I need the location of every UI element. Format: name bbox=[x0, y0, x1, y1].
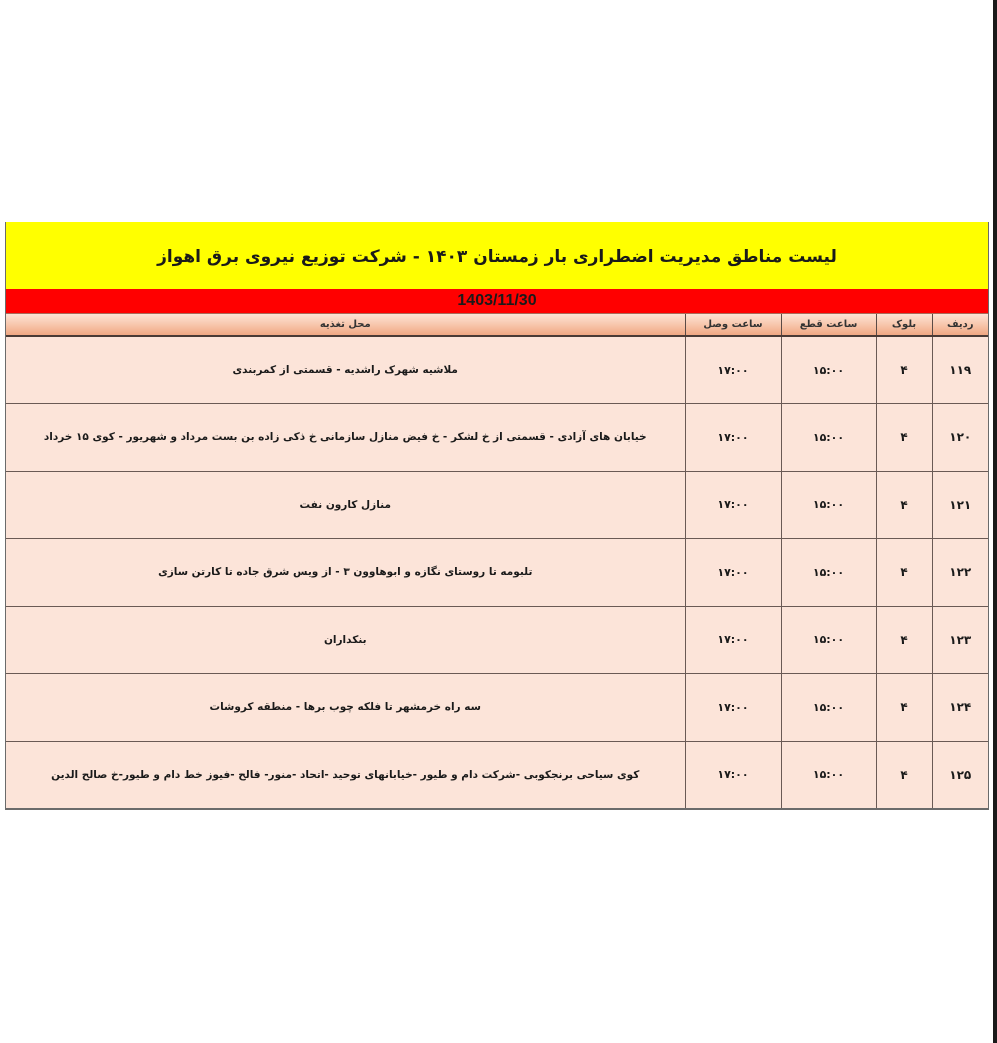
schedule-date: 1403/11/30 bbox=[6, 289, 988, 314]
table-row bbox=[6, 674, 988, 742]
cell-row-no: ۱۱۹ bbox=[932, 336, 988, 404]
table-row bbox=[6, 606, 988, 674]
cell-row-no: ۱۲۱ bbox=[932, 471, 988, 539]
cell-cut-time: ۱۵:۰۰ bbox=[781, 539, 876, 607]
header-location: محل تغذیه bbox=[6, 314, 685, 336]
cell-location: بنکداران bbox=[6, 606, 685, 674]
cell-block: ۴ bbox=[876, 674, 932, 742]
cell-row-no: ۱۲۳ bbox=[932, 606, 988, 674]
cell-location: سه راه خرمشهر تا فلکه چوب برها - منطقه کروشات bbox=[6, 674, 685, 742]
cell-row-no: ۱۲۵ bbox=[932, 741, 988, 809]
cell-row-no: ۱۲۴ bbox=[932, 674, 988, 742]
header-block: بلوک bbox=[876, 314, 932, 336]
table-row bbox=[6, 741, 988, 809]
outage-schedule-sheet bbox=[5, 222, 989, 810]
cell-cut-time: ۱۵:۰۰ bbox=[781, 404, 876, 472]
cell-cut-time: ۱۵:۰۰ bbox=[781, 336, 876, 404]
cell-reconnect-time: ۱۷:۰۰ bbox=[685, 741, 781, 809]
cell-cut-time: ۱۵:۰۰ bbox=[781, 741, 876, 809]
cell-location: ملاشیه شهرک راشدیه - قسمتی از کمربندی bbox=[6, 336, 685, 404]
cell-reconnect-time: ۱۷:۰۰ bbox=[685, 471, 781, 539]
cell-block: ۴ bbox=[876, 741, 932, 809]
table-header-row bbox=[6, 314, 988, 336]
cell-reconnect-time: ۱۷:۰۰ bbox=[685, 539, 781, 607]
cell-block: ۴ bbox=[876, 471, 932, 539]
cell-location: کوی سیاحی برنجکوبی -شرکت دام و طیور -خیابانهای توحید -اتحاد -منور- فالح -فیوز خط دام و طیور-خ صالح الدین bbox=[6, 741, 685, 809]
cell-block: ۴ bbox=[876, 404, 932, 472]
cell-reconnect-time: ۱۷:۰۰ bbox=[685, 404, 781, 472]
cell-location: تلبومه تا روستای نگازه و ابوهاوون ۳ - از ویس شرق جاده تا کارتن سازی bbox=[6, 539, 685, 607]
cell-block: ۴ bbox=[876, 539, 932, 607]
cell-block: ۴ bbox=[876, 606, 932, 674]
header-cut-time: ساعت قطع bbox=[781, 314, 876, 336]
header-reconnect-time: ساعت وصل bbox=[685, 314, 781, 336]
header-row-no: ردیف bbox=[932, 314, 988, 336]
cell-location: خیابان های آزادی - قسمتی از خ لشکر - خ فیض منازل سازمانی خ ذکی زاده بن بست مرداد و شهریور - کوی ۱۵ خرداد bbox=[6, 404, 685, 472]
cell-block: ۴ bbox=[876, 336, 932, 404]
cell-cut-time: ۱۵:۰۰ bbox=[781, 471, 876, 539]
cell-location: منازل کارون نفت bbox=[6, 471, 685, 539]
cell-cut-time: ۱۵:۰۰ bbox=[781, 606, 876, 674]
cell-reconnect-time: ۱۷:۰۰ bbox=[685, 674, 781, 742]
cell-reconnect-time: ۱۷:۰۰ bbox=[685, 606, 781, 674]
table-row bbox=[6, 539, 988, 607]
cell-cut-time: ۱۵:۰۰ bbox=[781, 674, 876, 742]
outage-table bbox=[6, 314, 988, 810]
screen-edge-bar bbox=[993, 0, 997, 1043]
table-row bbox=[6, 471, 988, 539]
cell-row-no: ۱۲۰ bbox=[932, 404, 988, 472]
cell-reconnect-time: ۱۷:۰۰ bbox=[685, 336, 781, 404]
table-row bbox=[6, 336, 988, 404]
cell-row-no: ۱۲۲ bbox=[932, 539, 988, 607]
document-title: لیست مناطق مدیریت اضطراری بار زمستان ۱۴۰۳ - شرکت توزیع نیروی برق اهواز bbox=[6, 222, 988, 289]
table-row bbox=[6, 404, 988, 472]
